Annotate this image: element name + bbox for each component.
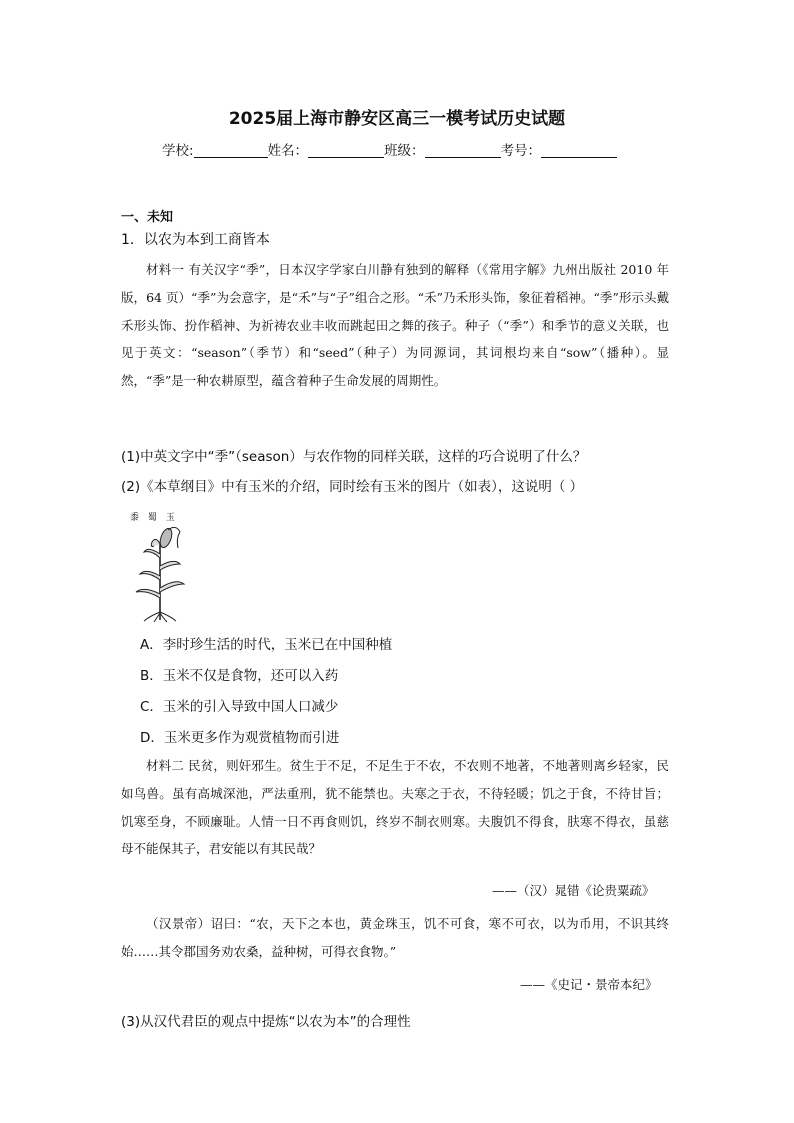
corn-plant-icon (130, 524, 200, 624)
source-citation-2: ——《史记・景帝本纪》 (520, 977, 658, 992)
school-label: 学校: (162, 143, 194, 159)
name-blank (308, 143, 384, 158)
material-two: 材料二 民贫，则奸邪生。贫生于不足，不足生于不农，不农则不地著，不地著则离乡轻家，民如鸟兽。虽有高城深池，严法重刑，犹不能禁也。夫寒之于衣，不待轻暖；饥之于食，不待甘旨；饥寒至身，不顾廉耻。人情一日不再食则饥，终岁不制衣则寒。夫腹饥不得食，肤寒不得衣，虽慈母不能保其子，君安能以有其民哉？ (121, 758, 669, 857)
name-label: 姓名： (267, 143, 309, 159)
number-label: 考号： (500, 143, 542, 159)
class-label: 班级： (384, 143, 425, 159)
school-blank (194, 143, 268, 158)
figure-caption: 黍 蜀 玉 (130, 513, 178, 523)
number-blank (541, 143, 617, 158)
option-b[interactable]: B．玉米不仅是食物，还可以入药 (140, 668, 339, 684)
sub-question-2: (2)《本草纲目》中有玉米的介绍，同时绘有玉米的图片（如表），这说明（ ） (121, 479, 584, 495)
material-three: （汉景帝）诏曰：“农，天下之本也，黄金珠玉，饥不可食，寒不可衣，以为币用，不识其终始……其令郡国务劝农桑，益种树，可得衣食物。” (121, 916, 669, 959)
option-c[interactable]: C．玉米的引入导致中国人口减少 (140, 699, 339, 715)
sub-question-3: (3)从汉代君臣的观点中提炼“以农为本”的合理性 (121, 1014, 411, 1030)
section-heading: 一、未知 (121, 210, 174, 225)
student-info-line (162, 139, 617, 159)
material-one: 材料一 有关汉字“季”，日本汉字学家白川静有独到的解释（《常用字解》九州出版社 2010 年版，64 页）“季”为会意字，是“禾”与“子”组合之形。“禾”乃禾形头饰，象征着稻神。“季”形示头戴禾形头饰、扮作稻神、为祈祷农业丰收而跳起田之舞的孩子。种子（“季”）和季节的意义关联，也见于英文：“season”（季节）和“seed”（种子）为同源词，其词根均来自“sow”（播种）。显然，“季”是一种农耕原型，蕴含着种子生命发展的周期性。 (121, 262, 669, 389)
page-title: 2025届上海市静安区高三一模考试历史试题 (228, 109, 566, 129)
question-heading: 1．以农为本到工商皆本 (121, 232, 270, 248)
corn-illustration (130, 510, 200, 622)
sub-question-1: (1)中英文字中“季”（season）与农作物的同样关联，这样的巧合说明了什么？ (121, 449, 587, 465)
option-d[interactable]: D．玉米更多作为观赏植物而引进 (140, 730, 340, 746)
source-citation-1: ——（汉）晁错《论贵粟疏》 (492, 883, 655, 898)
option-a[interactable]: A．李时珍生活的时代，玉米已在中国种植 (140, 637, 393, 653)
class-blank (425, 143, 501, 158)
